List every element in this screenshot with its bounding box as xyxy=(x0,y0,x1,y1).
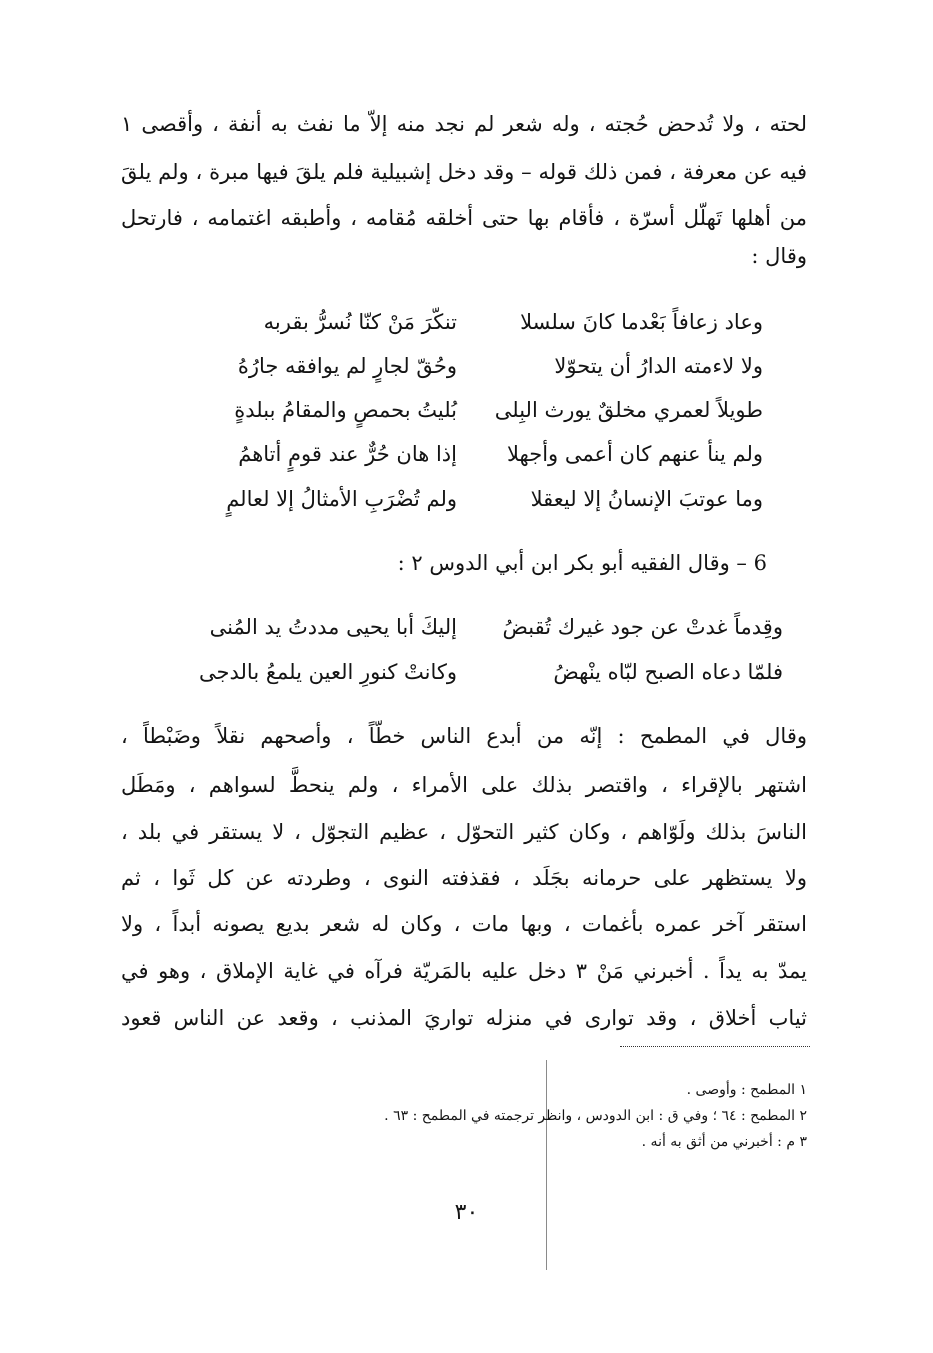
paragraph1-line: لحته ، ولا تُدحض حُجته ، وله شعر لم نجد منه إلاّ ما نفث به أنفة ، وأقصى ١ xyxy=(121,112,807,136)
verse-first-hemistich: إليكَ أبا يحيى مددتُ يد المُنى xyxy=(209,615,457,639)
footnote: ٢ المطمح : ٦٤ ؛ وفي ق : ابن الدودس ، وانظر ترجمته في المطمح : ٦٣ . xyxy=(384,1108,807,1124)
verse-second-hemistich: وما عوتبَ الإنسانُ إلا ليعقلا xyxy=(530,487,763,511)
footnote-separator xyxy=(620,1046,810,1047)
paragraph2-line: وقال في المطمح : إنّه من أبدع الناس خطّاً ، وأصحهم نقلاً وضَبْطاً ، xyxy=(121,724,807,748)
verse-second-hemistich: طويلاً لعمري مخلقٌ يورث البِلى xyxy=(494,398,763,422)
paragraph1-line: فيه عن معرفة ، فمن ذلك قوله – وقد دخل إشبيلية فلم يلقَ فيها مبرة ، ولم يلقَ xyxy=(121,160,807,184)
verse-first-hemistich: تنكّرَ مَنْ كنّا نُسرُّ بقربه xyxy=(263,310,457,334)
paragraph2-line: ولا يستظهر على حرمانه بجَلَد ، فقذفته النوى ، وطردته عن كل ثَوا ، ثم xyxy=(121,866,807,890)
footnote: ٣ م : أخبرني من أثق به أنه . xyxy=(641,1134,807,1150)
paragraph2-line: ثياب أخلاق ، وقد توارى في منزله تواريَ المذنب ، وقعد عن الناس قعود xyxy=(121,1006,807,1030)
verse-second-hemistich: ولم ينأ عنهم كان أعمى وأجهلا xyxy=(507,442,763,466)
paragraph2-line: استقر آخر عمره بأغمات ، وبها مات ، وكان له شعر بديع يصونه أبداً ، ولا xyxy=(121,912,807,936)
verse-second-hemistich: وقِدماً غدتْ عن جود غيرك تُقبضُ xyxy=(502,615,783,639)
verse-first-hemistich: وكانتْ كنورِ العين يلمعُ بالدجى xyxy=(199,660,457,684)
scan-artifact-line xyxy=(546,1060,547,1270)
verse-second-hemistich: ولا لاءمته الدارُ أن يتحوّلا xyxy=(554,354,763,378)
paragraph1-line: من أهلها تَهلّل أسرّة ، فأقام بها حتى أخلقه مُقامه ، وأطبقه اغتمامه ، فارتحل xyxy=(121,206,807,230)
paragraph1-line: وقال : xyxy=(751,244,807,268)
paragraph2-line: يمدّ به يداً . أخبرني مَنْ ٣ دخل عليه بالمَريّة فرآه في غاية الإملاق ، وهو في xyxy=(121,959,807,983)
verse-first-hemistich: إذا هان حُرٌّ عند قومٍ أتاهمُ xyxy=(238,442,457,466)
verse-first-hemistich: ولم تُضْرَبِ الأمثالُ إلا لعالمٍ xyxy=(226,487,457,511)
page-number: ٣٠ xyxy=(454,1200,479,1225)
footnote: ١ المطمح : وأوصى . xyxy=(686,1082,807,1098)
section-heading: 6 – وقال الفقيه أبو بكر ابن أبي الدوس ٢ : xyxy=(397,551,767,575)
paragraph2-line: اشتهر بالإقراء ، واقتصر بذلك على الأمراء ، ولم ينحطَّ لسواهم ، ومَطَل xyxy=(121,773,807,797)
paragraph2-line: الناسَ بذلك ولَوّاهم ، وكان كثير التحوّل ، عظيم التجوّل ، لا يستقر في بلد ، xyxy=(121,820,807,844)
verse-first-hemistich: وحُقّ لجارٍ لم يوافقه جارُهُ xyxy=(237,354,457,378)
verse-second-hemistich: فلمّا دعاه الصبح لبّاه ينْهضُ xyxy=(553,660,783,684)
verse-first-hemistich: بُليتُ بحمصٍ والمقامُ ببلدةٍ xyxy=(234,398,457,422)
verse-second-hemistich: وعاد زعافاً بَعْدما كانَ سلسلا xyxy=(520,310,763,334)
